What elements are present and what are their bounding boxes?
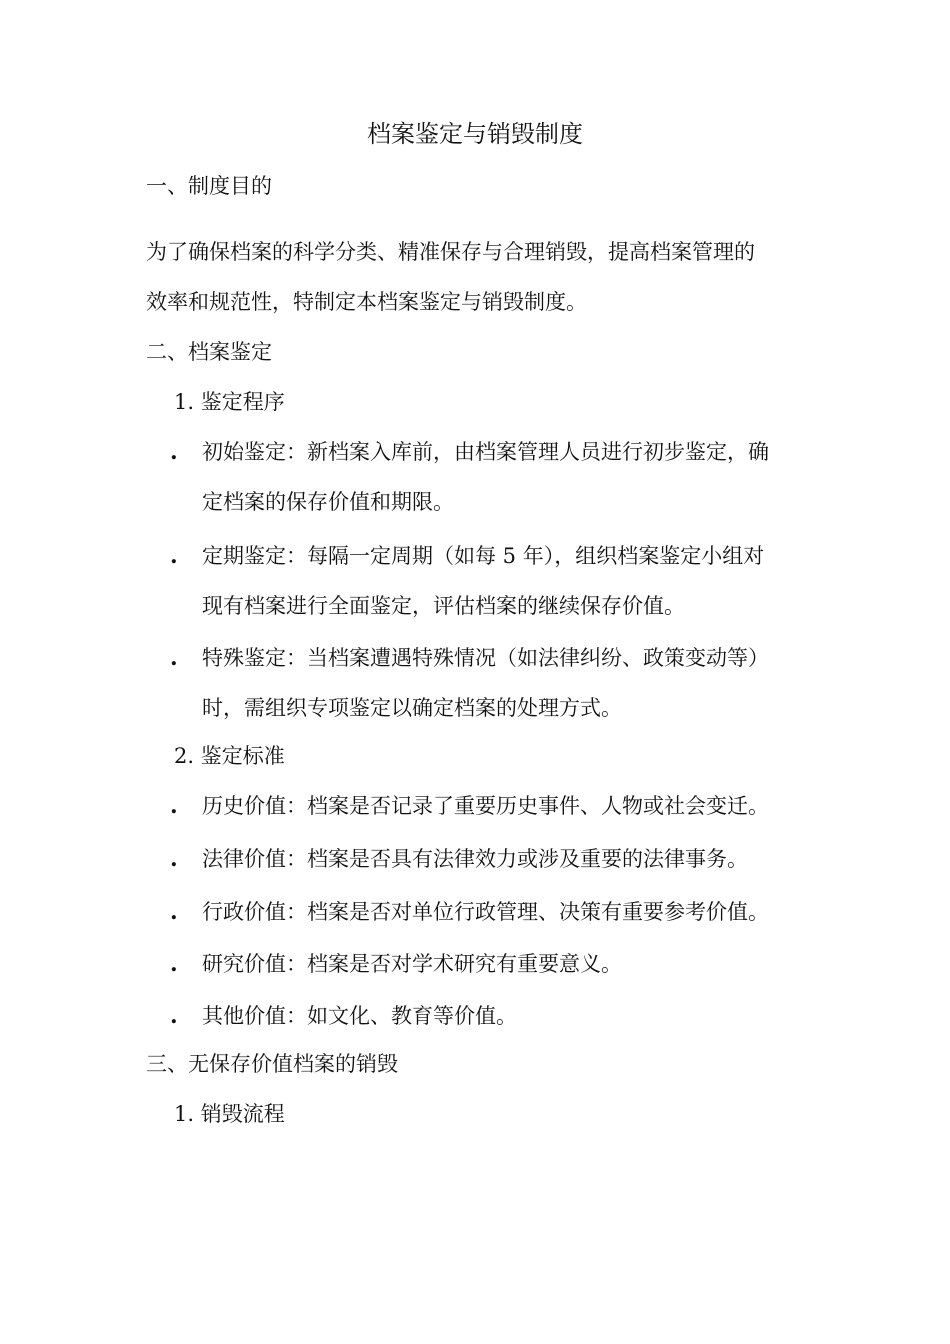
subsection-label-standards: 2. 鉴定标准	[174, 744, 285, 768]
list-item-text-continued: 现有档案进行全面鉴定，评估档案的继续保存价值。	[202, 594, 685, 618]
list-item-text: 行政价值：档案是否对单位行政管理、决策有重要参考价值。	[202, 900, 769, 924]
subsection-label-destruction-process: 1. 销毁流程	[174, 1102, 285, 1126]
bullet-mark: .	[170, 1003, 178, 1029]
list-item-text: 其他价值：如文化、教育等价值。	[202, 1004, 517, 1028]
bullet-mark: .	[170, 439, 178, 465]
bullet-mark: .	[170, 951, 178, 977]
list-item-text: 初始鉴定：新档案入库前，由档案管理人员进行初步鉴定，确	[202, 440, 769, 464]
list-item-text: 历史价值：档案是否记录了重要历史事件、人物或社会变迁。	[202, 794, 769, 818]
section-heading-appraisal: 二、档案鉴定	[146, 340, 272, 364]
list-item-text: 研究价值：档案是否对学术研究有重要意义。	[202, 952, 622, 976]
list-item-text-continued: 定档案的保存价值和期限。	[202, 490, 454, 514]
bullet-mark: .	[170, 846, 178, 872]
subsection-label-procedure: 1. 鉴定程序	[174, 390, 285, 414]
section-heading-destruction: 三、无保存价值档案的销毁	[146, 1052, 398, 1076]
list-item-text-continued: 时，需组织专项鉴定以确定档案的处理方式。	[202, 696, 622, 720]
list-item-text: 法律价值：档案是否具有法律效力或涉及重要的法律事务。	[202, 847, 748, 871]
bullet-mark: .	[170, 793, 178, 819]
list-item-text: 特殊鉴定：当档案遭遇特殊情况（如法律纠纷、政策变动等）	[202, 646, 769, 670]
bullet-mark: .	[170, 543, 178, 569]
list-item-text: 定期鉴定：每隔一定周期（如每 5 年），组织档案鉴定小组对	[202, 544, 765, 568]
bullet-mark: .	[170, 645, 178, 671]
purpose-paragraph-line-1: 为了确保档案的科学分类、精准保存与合理销毁，提高档案管理的	[146, 240, 755, 264]
section-heading-purpose: 一、制度目的	[146, 174, 272, 198]
purpose-paragraph-line-2: 效率和规范性，特制定本档案鉴定与销毁制度。	[146, 290, 587, 314]
document-title: 档案鉴定与销毁制度	[367, 120, 583, 148]
bullet-mark: .	[170, 899, 178, 925]
